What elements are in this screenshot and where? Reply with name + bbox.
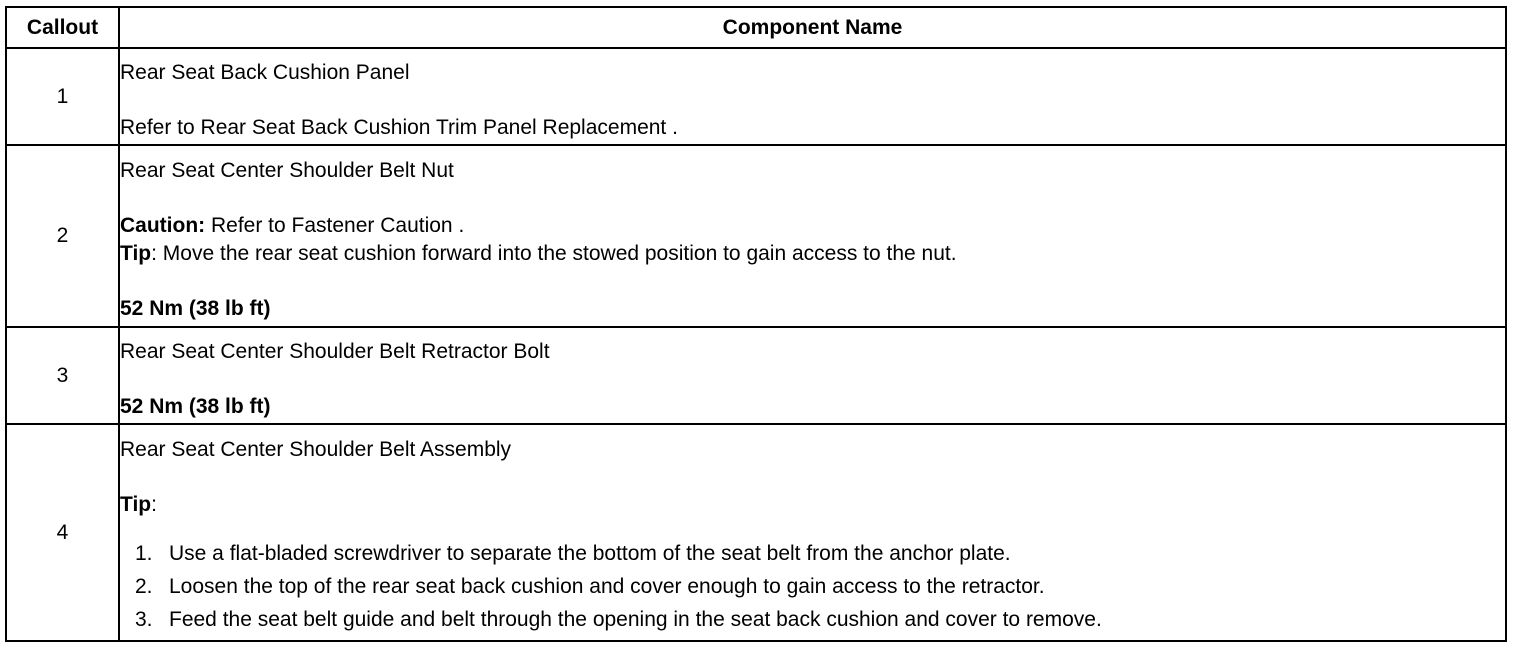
- callout-number: 1: [6, 48, 119, 145]
- callout-number: 3: [6, 327, 119, 424]
- table-header-row: [6, 7, 1506, 48]
- component-name: Rear Seat Center Shoulder Belt Nut: [120, 158, 454, 182]
- step-text: Use a flat-bladed screwdriver to separate the bottom of the seat belt from the anchor plate.: [169, 542, 1011, 565]
- tip-line: [120, 491, 1505, 519]
- step-number: 3.: [135, 608, 153, 631]
- tip-label: Tip: [120, 493, 152, 516]
- tip-text: :: [151, 493, 157, 516]
- tip-label: Tip: [120, 241, 152, 265]
- step-text: Loosen the top of the rear seat back cushion and cover enough to gain access to the retractor.: [169, 575, 1045, 598]
- table-row: [6, 48, 1506, 145]
- tip-line: [120, 240, 1505, 268]
- tip-text: : Move the rear seat cushion forward into the stowed position to gain access to the nut.: [151, 241, 957, 265]
- torque-spec: 52 Nm (38 lb ft): [120, 394, 271, 418]
- torque-spec: 52 Nm (38 lb ft): [120, 296, 271, 320]
- header-component-name: Component Name: [119, 7, 1506, 48]
- callout-table: [5, 6, 1507, 642]
- component-name: Rear Seat Back Cushion Panel: [120, 60, 410, 84]
- step-list: [120, 537, 1505, 636]
- refer-link-text[interactable]: Refer to Rear Seat Back Cushion Trim Panel Replacement .: [120, 115, 678, 139]
- step-number: 2.: [135, 575, 153, 598]
- component-cell: [119, 48, 1506, 145]
- component-name: Rear Seat Center Shoulder Belt Assembly: [120, 438, 512, 461]
- list-item: [135, 603, 1505, 636]
- caution-label: Caution:: [120, 213, 206, 237]
- table-row: [6, 327, 1506, 424]
- caution-text[interactable]: Refer to Fastener Caution .: [205, 213, 465, 237]
- component-cell: [119, 145, 1506, 327]
- table-row: [6, 145, 1506, 327]
- component-cell: [119, 424, 1506, 641]
- step-text: Feed the seat belt guide and belt through the opening in the seat back cushion and cover to remove.: [169, 608, 1102, 631]
- step-number: 1.: [135, 542, 153, 565]
- component-name: Rear Seat Center Shoulder Belt Retractor Bolt: [120, 339, 550, 363]
- callout-number: 2: [6, 145, 119, 327]
- table-row: [6, 424, 1506, 641]
- list-item: [135, 570, 1505, 603]
- list-item: [135, 537, 1505, 570]
- caution-line: [120, 212, 1505, 240]
- header-callout: Callout: [6, 7, 119, 48]
- component-cell: [119, 327, 1506, 424]
- callout-number: 4: [6, 424, 119, 641]
